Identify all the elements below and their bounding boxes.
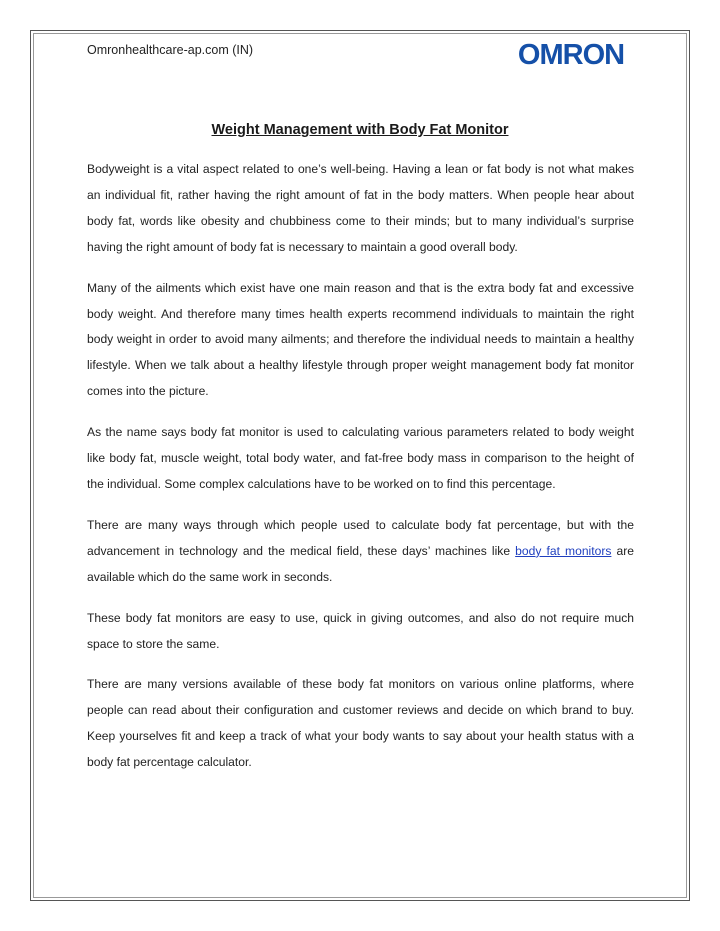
document-title: Weight Management with Body Fat Monitor: [211, 122, 509, 138]
paragraph-3: As the name says body fat monitor is used to calculating various parameters related to body weight like body fat, muscle weight, total body water, and fat-free body mass in comparison to the height of the individual. Some complex calculations have to be worked on to find this percentage.: [87, 425, 634, 491]
omron-logo-text: OMRON: [518, 39, 624, 71]
paragraph-4: [87, 513, 634, 591]
body-fat-monitors-link[interactable]: body fat monitors: [515, 543, 612, 558]
document-body: [87, 157, 634, 791]
paragraph-4-start: There are many ways through which people used to calculate body fat percentage, but with the advancement in technology and the medical field, these days’ machines like: [87, 517, 634, 558]
paragraph-1: Bodyweight is a vital aspect related to one’s well-being. Having a lean or fat body is not what makes an individual fit, rather having the right amount of fat in the body matters. When people hear about body fat, words like obesity and chubbiness come to their minds; but to many individual’s surprise having the right amount of body fat is necessary to maintain a good overall body.: [87, 162, 634, 254]
header-site-text: Omronhealthcare-ap.com (IN): [87, 43, 254, 57]
paragraph-5: These body fat monitors are easy to use, quick in giving outcomes, and also do not require much space to store the same.: [87, 610, 634, 651]
paragraph-4-end: are available which do the same work in seconds.: [87, 543, 635, 584]
paragraph-2: Many of the ailments which exist have one main reason and that is the extra body fat and excessive body weight. And therefore many times health experts recommend individuals to maintain the right body weight in order to avoid many ailments; and therefore the individual needs to maintain a healthy lifestyle. When we talk about a healthy lifestyle through proper weight management body fat monitor comes into the picture.: [87, 280, 634, 399]
paragraph-6: There are many versions available of these body fat monitors on various online platforms, where people can read about their configuration and customer reviews and decide on which brand to buy. Keep yourselves fit and keep a track of what your body wants to say about your health status with a body fat percentage calculator.: [87, 677, 634, 770]
omron-logo: [518, 34, 624, 78]
